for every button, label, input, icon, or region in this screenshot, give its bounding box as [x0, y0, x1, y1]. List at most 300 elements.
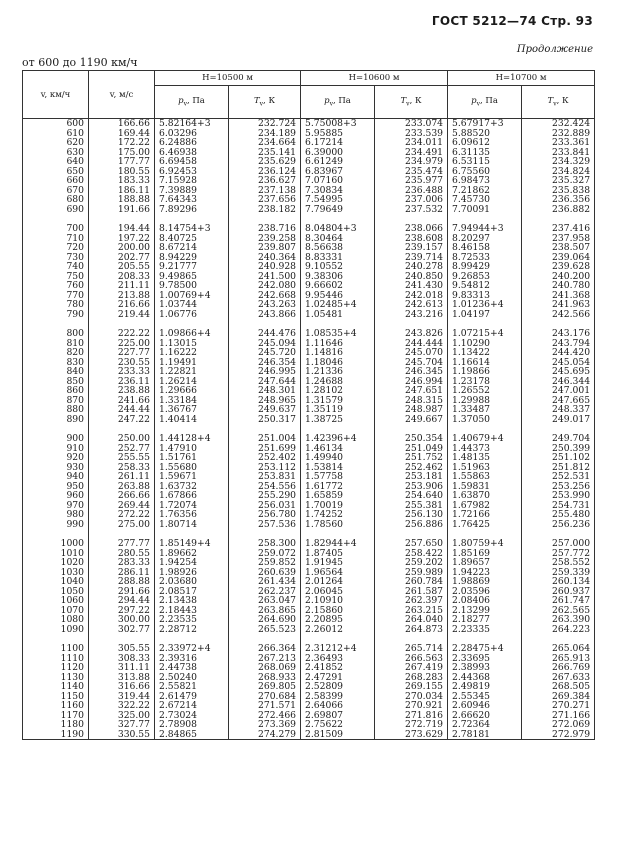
table-cell: 253.831	[229, 472, 301, 482]
table-cell: 780	[23, 300, 89, 310]
table-cell: 330.55	[89, 730, 155, 740]
table-cell: 850	[23, 377, 89, 387]
table-row	[23, 119, 595, 129]
table-cell: 249.667	[375, 415, 448, 425]
table-cell: 240.928	[229, 262, 301, 272]
table-cell: 1.76356	[155, 510, 229, 520]
table-cell: 1020	[23, 558, 89, 568]
table-cell: 253.112	[229, 463, 301, 473]
table-cell: 9.83313	[448, 291, 522, 301]
table-cell: 970	[23, 501, 89, 511]
table-cell: 810	[23, 339, 89, 349]
table-cell: 273.369	[229, 720, 301, 730]
table-cell: 263.215	[375, 606, 448, 616]
table-cell: 650	[23, 167, 89, 177]
table-cell: 272.466	[229, 711, 301, 721]
table-row	[23, 625, 595, 635]
table-cell: 1.28102	[301, 386, 375, 396]
table-cell: 227.77	[89, 348, 155, 358]
table-cell: 6.39000	[301, 148, 375, 158]
table-cell: 6.98473	[448, 176, 522, 186]
table-cell: 6.03296	[155, 129, 229, 139]
table-cell: 261.434	[229, 577, 301, 587]
table-cell: 2.13299	[448, 606, 522, 616]
table-cell: 256.780	[229, 510, 301, 520]
table-cell: 7.21862	[448, 186, 522, 196]
table-cell: 5.75008+3	[301, 119, 375, 129]
table-cell: 235.629	[229, 157, 301, 167]
table-cell: 258.33	[89, 463, 155, 473]
table-cell: 6.69458	[155, 157, 229, 167]
table-cell: 172.22	[89, 138, 155, 148]
data-table	[22, 70, 595, 740]
table-cell: 239.628	[522, 262, 595, 272]
table-cell: 8.04804+3	[301, 224, 375, 234]
table-cell: 238.608	[375, 234, 448, 244]
table-cell: 1080	[23, 615, 89, 625]
table-cell: 265.714	[375, 644, 448, 654]
table-cell: 243.176	[522, 329, 595, 339]
table-cell: 251.699	[229, 444, 301, 454]
table-cell: 268.505	[522, 682, 595, 692]
table-cell: 1.74252	[301, 510, 375, 520]
table-cell: 1140	[23, 682, 89, 692]
table-cell: 275.00	[89, 520, 155, 530]
table-cell: 266.66	[89, 491, 155, 501]
table-cell: 2.44738	[155, 663, 229, 673]
table-cell: 2.39316	[155, 654, 229, 664]
table-cell: 237.138	[229, 186, 301, 196]
table-cell: 2.41852	[301, 663, 375, 673]
table-cell: 7.15928	[155, 176, 229, 186]
table-cell: 237.532	[375, 205, 448, 215]
table-cell: 261.747	[522, 596, 595, 606]
table-cell: 253.256	[522, 482, 595, 492]
table-cell: 237.656	[229, 195, 301, 205]
table-cell: 820	[23, 348, 89, 358]
table-cell: 244.44	[89, 405, 155, 415]
header-pressure: $p_v$, Па	[448, 86, 522, 119]
table-cell: 247.665	[522, 396, 595, 406]
table-cell: 2.81509	[301, 730, 375, 740]
table-cell: 258.552	[522, 558, 595, 568]
table-cell: 1.57758	[301, 472, 375, 482]
table-cell: 8.14754+3	[155, 224, 229, 234]
table-cell: 253.990	[522, 491, 595, 501]
table-cell: 258.300	[229, 539, 301, 549]
table-cell: 5.82164+3	[155, 119, 229, 129]
table-cell: 2.72364	[448, 720, 522, 730]
table-cell: 268.933	[229, 673, 301, 683]
table-cell: 1.85169	[448, 549, 522, 559]
table-cell: 260.134	[522, 577, 595, 587]
table-cell: 294.44	[89, 596, 155, 606]
table-cell: 237.006	[375, 195, 448, 205]
table-cell: 197.22	[89, 234, 155, 244]
table-cell: 990	[23, 520, 89, 530]
table-cell: 900	[23, 434, 89, 444]
table-cell: 1.46134	[301, 444, 375, 454]
table-cell: 2.20895	[301, 615, 375, 625]
table-cell: 175.00	[89, 148, 155, 158]
table-cell: 2.38993	[448, 663, 522, 673]
table-cell: 1.21336	[301, 367, 375, 377]
table-cell: 257.000	[522, 539, 595, 549]
table-cell: 1.00769+4	[155, 291, 229, 301]
table-cell: 950	[23, 482, 89, 492]
table-cell: 1.13015	[155, 339, 229, 349]
table-cell: 256.886	[375, 520, 448, 530]
table-cell: 1170	[23, 711, 89, 721]
table-cell: 6.92453	[155, 167, 229, 177]
table-cell: 2.01264	[301, 577, 375, 587]
table-cell: 870	[23, 396, 89, 406]
table-cell: 1.67982	[448, 501, 522, 511]
table-cell: 1.94223	[448, 568, 522, 578]
table-cell: 236.488	[375, 186, 448, 196]
table-cell: 237.416	[522, 224, 595, 234]
table-cell: 239.258	[229, 234, 301, 244]
header-pressure: $p_v$, Па	[155, 86, 229, 119]
table-cell: 1.22821	[155, 367, 229, 377]
table-cell: 259.202	[375, 558, 448, 568]
table-cell: 247.001	[522, 386, 595, 396]
table-cell: 5.95885	[301, 129, 375, 139]
table-cell: 2.18277	[448, 615, 522, 625]
table-cell: 1.19866	[448, 367, 522, 377]
table-cell: 233.33	[89, 367, 155, 377]
table-cell: 1130	[23, 673, 89, 683]
table-cell: 233.074	[375, 119, 448, 129]
table-cell: 1.63870	[448, 491, 522, 501]
table-cell: 9.38306	[301, 272, 375, 282]
table-cell: 1.37050	[448, 415, 522, 425]
table-cell: 183.33	[89, 176, 155, 186]
table-cell: 271.166	[522, 711, 595, 721]
table-cell: 1.89662	[155, 549, 229, 559]
table-cell: 2.31212+4	[301, 644, 375, 654]
table-body	[23, 119, 595, 740]
table-cell: 236.356	[522, 195, 595, 205]
table-cell: 250.317	[229, 415, 301, 425]
table-cell: 259.852	[229, 558, 301, 568]
table-cell: 1.14816	[301, 348, 375, 358]
table-cell: 239.064	[522, 253, 595, 263]
table-cell: 234.329	[522, 157, 595, 167]
table-cell: 242.613	[375, 300, 448, 310]
table-cell: 2.50240	[155, 673, 229, 683]
table-cell: 8.99429	[448, 262, 522, 272]
table-cell: 255.480	[522, 510, 595, 520]
table-cell: 2.18443	[155, 606, 229, 616]
table-cell: 1.26552	[448, 386, 522, 396]
table-cell: 272.22	[89, 510, 155, 520]
table-cell: 247.22	[89, 415, 155, 425]
table-cell: 1.36767	[155, 405, 229, 415]
header-h-10500: H=10500 м	[155, 71, 301, 86]
table-cell: 265.523	[229, 625, 301, 635]
table-cell: 7.30834	[301, 186, 375, 196]
table-cell: 1.44373	[448, 444, 522, 454]
table-cell: 241.66	[89, 396, 155, 406]
table-cell: 249.704	[522, 434, 595, 444]
table-cell: 880	[23, 405, 89, 415]
header-pressure: $p_v$, Па	[301, 86, 375, 119]
table-cell: 243.794	[522, 339, 595, 349]
table-cell: 247.651	[375, 386, 448, 396]
table-cell: 239.714	[375, 253, 448, 263]
table-cell: 740	[23, 262, 89, 272]
table-cell: 254.640	[375, 491, 448, 501]
table-cell: 1.98869	[448, 577, 522, 587]
table-cell: 248.987	[375, 405, 448, 415]
table-cell: 980	[23, 510, 89, 520]
table-cell: 252.77	[89, 444, 155, 454]
table-cell: 2.55345	[448, 692, 522, 702]
table-cell: 1.80714	[155, 520, 229, 530]
table-cell: 272.979	[522, 730, 595, 740]
table-cell: 260.937	[522, 587, 595, 597]
table-cell: 9.21777	[155, 262, 229, 272]
table-cell: 840	[23, 367, 89, 377]
table-cell: 283.33	[89, 558, 155, 568]
table-cell: 246.354	[229, 358, 301, 368]
table-cell: 1.29988	[448, 396, 522, 406]
range-label: от 600 до 1190 км/ч	[22, 56, 138, 69]
table-cell: 257.772	[522, 549, 595, 559]
table-cell: 2.08406	[448, 596, 522, 606]
table-cell: 1.96564	[301, 568, 375, 578]
table-cell: 690	[23, 205, 89, 215]
table-cell: 2.13438	[155, 596, 229, 606]
table-cell: 1.59831	[448, 482, 522, 492]
table-cell: 272.719	[375, 720, 448, 730]
table-cell: 251.102	[522, 453, 595, 463]
table-cell: 2.66620	[448, 711, 522, 721]
table-cell: 2.61479	[155, 692, 229, 702]
table-row	[23, 310, 595, 320]
table-cell: 234.664	[229, 138, 301, 148]
table-cell: 308.33	[89, 654, 155, 664]
table-cell: 1030	[23, 568, 89, 578]
table-cell: 177.77	[89, 157, 155, 167]
table-cell: 5.88520	[448, 129, 522, 139]
table-cell: 8.67214	[155, 243, 229, 253]
table-cell: 213.88	[89, 291, 155, 301]
table-cell: 1.08535+4	[301, 329, 375, 339]
table-cell: 240.364	[229, 253, 301, 263]
table-cell: 1.51963	[448, 463, 522, 473]
table-cell: 700	[23, 224, 89, 234]
table-cell: 316.66	[89, 682, 155, 692]
table-cell: 6.24886	[155, 138, 229, 148]
table-cell: 860	[23, 386, 89, 396]
table-cell: 770	[23, 291, 89, 301]
header-h-10700: H=10700 м	[448, 71, 595, 86]
table-cell: 8.94229	[155, 253, 229, 263]
table-cell: 246.345	[375, 367, 448, 377]
table-cell: 1.05481	[301, 310, 375, 320]
table-cell: 238.507	[522, 243, 595, 253]
table-cell: 9.10552	[301, 262, 375, 272]
table-cell: 1.38725	[301, 415, 375, 425]
continuation-label: Продолжение	[516, 44, 593, 55]
table-cell: 241.368	[522, 291, 595, 301]
table-cell: 261.587	[375, 587, 448, 597]
table-cell: 277.77	[89, 539, 155, 549]
table-cell: 297.22	[89, 606, 155, 616]
table-cell: 7.39889	[155, 186, 229, 196]
table-cell: 319.44	[89, 692, 155, 702]
table-cell: 1150	[23, 692, 89, 702]
table-cell: 266.563	[375, 654, 448, 664]
table-cell: 1.18046	[301, 358, 375, 368]
table-cell: 1.33184	[155, 396, 229, 406]
table-cell: 1.53814	[301, 463, 375, 473]
table-cell: 920	[23, 453, 89, 463]
table-cell: 8.46158	[448, 243, 522, 253]
table-cell: 6.83967	[301, 167, 375, 177]
table-cell: 236.124	[229, 167, 301, 177]
table-cell: 262.565	[522, 606, 595, 616]
table-cell: 1.42396+4	[301, 434, 375, 444]
table-cell: 232.889	[522, 129, 595, 139]
table-cell: 233.539	[375, 129, 448, 139]
table-cell: 1.80759+4	[448, 539, 522, 549]
table-cell: 620	[23, 138, 89, 148]
table-cell: 234.979	[375, 157, 448, 167]
table-cell: 8.72533	[448, 253, 522, 263]
table-cell: 9.49865	[155, 272, 229, 282]
table-cell: 8.40725	[155, 234, 229, 244]
table-cell: 235.327	[522, 176, 595, 186]
table-cell: 248.965	[229, 396, 301, 406]
table-cell: 234.824	[522, 167, 595, 177]
table-cell: 2.28475+4	[448, 644, 522, 654]
table-cell: 250.399	[522, 444, 595, 454]
table-cell: 890	[23, 415, 89, 425]
table-cell: 1.40414	[155, 415, 229, 425]
table-cell: 240.200	[522, 272, 595, 282]
header-temperature: $T_v$, К	[522, 86, 595, 119]
table-cell: 264.223	[522, 625, 595, 635]
table-cell: 263.047	[229, 596, 301, 606]
table-row	[23, 520, 595, 530]
table-cell: 1.10290	[448, 339, 522, 349]
table-cell: 1.13422	[448, 348, 522, 358]
table-cell: 1160	[23, 701, 89, 711]
table-cell: 1.55680	[155, 463, 229, 473]
table-cell: 242.566	[522, 310, 595, 320]
table-cell: 760	[23, 281, 89, 291]
table-cell: 263.88	[89, 482, 155, 492]
table-cell: 2.64066	[301, 701, 375, 711]
table-cell: 1.82944+4	[301, 539, 375, 549]
table-cell: 255.290	[229, 491, 301, 501]
table-cell: 246.344	[522, 377, 595, 387]
table-cell: 1.33487	[448, 405, 522, 415]
table-cell: 1010	[23, 549, 89, 559]
table-cell: 6.17214	[301, 138, 375, 148]
table-cell: 2.44368	[448, 673, 522, 683]
table-cell: 2.08517	[155, 587, 229, 597]
table-cell: 286.11	[89, 568, 155, 578]
table-cell: 194.44	[89, 224, 155, 234]
table-cell: 710	[23, 234, 89, 244]
table-cell: 256.236	[522, 520, 595, 530]
table-cell: 960	[23, 491, 89, 501]
header-h-10600: H=10600 м	[301, 71, 448, 86]
table-cell: 270.271	[522, 701, 595, 711]
table-cell: 257.650	[375, 539, 448, 549]
table-cell: 254.731	[522, 501, 595, 511]
table-cell: 1.94254	[155, 558, 229, 568]
table-cell: 252.462	[375, 463, 448, 473]
table-cell: 9.54812	[448, 281, 522, 291]
table-cell: 1.78560	[301, 520, 375, 530]
table-cell: 240.780	[522, 281, 595, 291]
table-cell: 238.88	[89, 386, 155, 396]
table-cell: 266.769	[522, 663, 595, 673]
table-cell: 255.381	[375, 501, 448, 511]
table-cell: 7.70091	[448, 205, 522, 215]
table-cell: 271.571	[229, 701, 301, 711]
table-cell: 2.73024	[155, 711, 229, 721]
table-cell: 235.977	[375, 176, 448, 186]
table-cell: 1.06776	[155, 310, 229, 320]
table-cell: 191.66	[89, 205, 155, 215]
table-cell: 233.841	[522, 148, 595, 158]
table-cell: 6.53115	[448, 157, 522, 167]
table-cell: 265.913	[522, 654, 595, 664]
table-cell: 243.216	[375, 310, 448, 320]
table-cell: 245.054	[522, 358, 595, 368]
table-cell: 243.866	[229, 310, 301, 320]
table-cell: 720	[23, 243, 89, 253]
page-header: ГОСТ 5212—74 Стр. 93	[431, 14, 593, 28]
table-cell: 253.181	[375, 472, 448, 482]
table-cell: 1.55863	[448, 472, 522, 482]
table-cell: 251.812	[522, 463, 595, 473]
table-cell: 222.22	[89, 329, 155, 339]
table-cell: 269.384	[522, 692, 595, 702]
table-cell: 1.67866	[155, 491, 229, 501]
table-cell: 2.15860	[301, 606, 375, 616]
table-cell: 327.77	[89, 720, 155, 730]
table-cell: 262.397	[375, 596, 448, 606]
table-cell: 242.668	[229, 291, 301, 301]
table-cell: 250.354	[375, 434, 448, 444]
table-cell: 600	[23, 119, 89, 129]
table-cell: 245.704	[375, 358, 448, 368]
table-cell: 242.080	[229, 281, 301, 291]
table-cell: 1.09866+4	[155, 329, 229, 339]
table-cell: 2.55821	[155, 682, 229, 692]
table-cell: 245.695	[522, 367, 595, 377]
table-cell: 236.882	[522, 205, 595, 215]
table-cell: 730	[23, 253, 89, 263]
table-cell: 1.07215+4	[448, 329, 522, 339]
table-cell: 1.40679+4	[448, 434, 522, 444]
table-cell: 5.67917+3	[448, 119, 522, 129]
table-cell: 1.11646	[301, 339, 375, 349]
table-cell: 266.364	[229, 644, 301, 654]
table-cell: 260.784	[375, 577, 448, 587]
table-cell: 271.816	[375, 711, 448, 721]
header-temperature: $T_v$, К	[229, 86, 301, 119]
table-cell: 1.47910	[155, 444, 229, 454]
table-cell: 1070	[23, 606, 89, 616]
